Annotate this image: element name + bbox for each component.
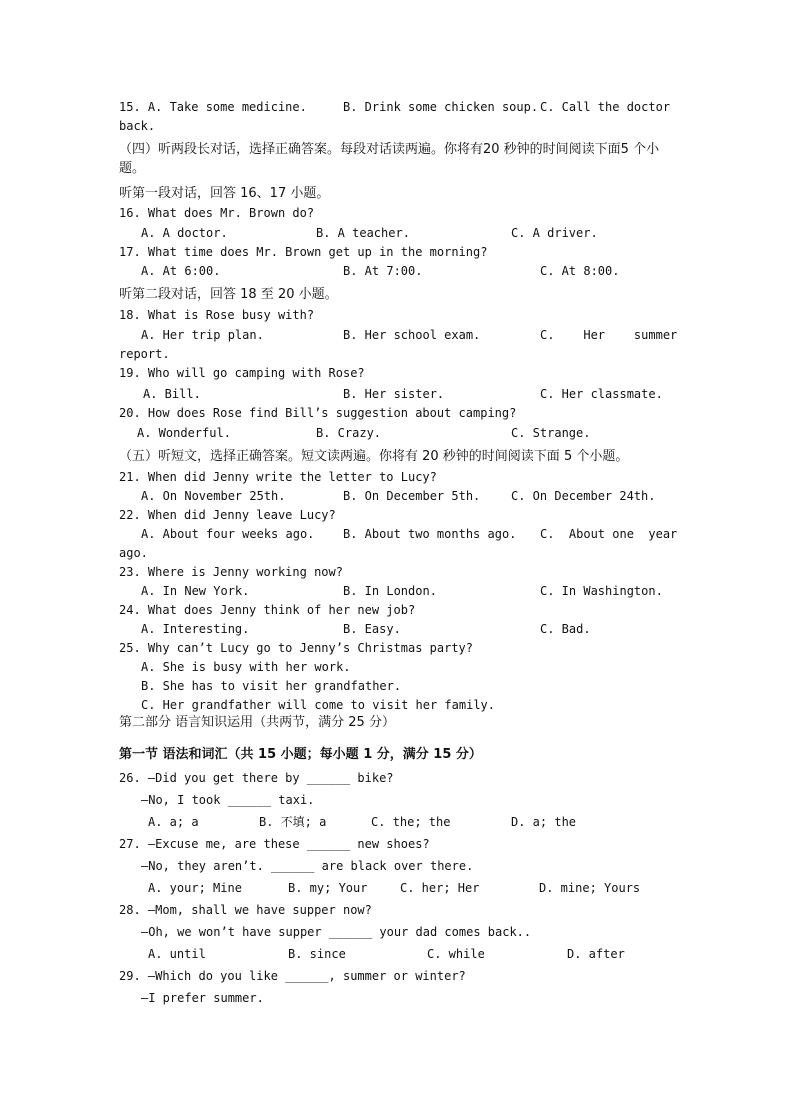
q26-line2: —No, I took ______ taxi. [141,793,315,807]
q24-option-c: C. Bad. [540,622,591,636]
q24-question: 24. What does Jenny think of her new job? [119,603,416,617]
q27-option-b: B. my; Your [288,881,368,895]
section5-heading: （五）听短文，选择正确答案。短文读两遍。你将有 20 秒钟的时间阅读下面 5 个小题。 [119,449,629,464]
q23-question: 23. Where is Jenny working now? [119,565,343,579]
q27-line2: —No, they aren’t. ______ are black over there. [141,859,474,873]
q20-option-b: B. Crazy. [316,426,382,440]
q23-option-c: C. In Washington. [540,584,663,598]
q17-option-b: B. At 7:00. [343,264,423,278]
q19-option-c: C. Her classmate. [540,387,663,401]
q26-option-d: D. a; the [511,815,577,829]
q24-option-b: B. Easy. [343,622,401,636]
q22-continuation: ago. [119,546,148,560]
dialogue2-label: 听第二段对话，回答 18 至 20 小题。 [119,287,338,302]
q20-option-c: C. Strange. [511,426,591,440]
q28-option-d: D. after [567,947,625,961]
q23-option-a: A. In New York. [141,584,250,598]
q26-option-b: B. 不填; a [259,815,327,829]
q22-option-b: B. About two months ago. [343,527,517,541]
q24-option-a: A. Interesting. [141,622,250,636]
q15-continuation: back. [119,119,156,133]
q25-option-a: A. She is busy with her work. [141,660,351,674]
q16-option-a: A. A doctor. [141,226,228,240]
q28-line1: 28. —Mom, shall we have supper now? [119,903,372,917]
q26-option-c: C. the; the [371,815,451,829]
q25-option-b: B. She has to visit her grandfather. [141,679,402,693]
q20-option-a: A. Wonderful. [137,426,231,440]
q28-line2: —Oh, we won’t have supper ______ your dad comes back.. [141,925,532,939]
q22-question: 22. When did Jenny leave Lucy? [119,508,336,522]
section4-heading: （四）听两段长对话，选择正确答案。每段对话读两遍。你将有20 秒钟的时间阅读下面5 个小 [119,142,660,157]
q25-question: 25. Why can’t Lucy go to Jenny’s Christmas party? [119,641,474,655]
q26-option-a: A. a; a [148,815,199,829]
q21-option-c: C. On December 24th. [511,489,656,503]
q25-option-c: C. Her grandfather will come to visit her family. [141,698,496,712]
part2-section1-heading: 第一节 语法和词汇（共 15 小题；每小题 1 分，满分 15 分） [119,747,482,762]
q16-option-c: C. A driver. [511,226,598,240]
q27-line1: 27. —Excuse me, are these ______ new shoes? [119,837,430,851]
q18-continuation: report. [119,347,170,361]
q27-option-a: A. your; Mine [148,881,242,895]
q28-option-b: B. since [288,947,346,961]
q21-option-b: B. On December 5th. [343,489,481,503]
q21-question: 21. When did Jenny write the letter to Lucy? [119,470,437,484]
q26-line1: 26. —Did you get there by ______ bike? [119,771,394,785]
q27-option-d: D. mine; Yours [539,881,641,895]
q21-option-a: A. On November 25th. [141,489,286,503]
q29-line1: 29. —Which do you like ______, summer or winter? [119,969,466,983]
q28-option-c: C. while [427,947,485,961]
q17-option-a: A. At 6:00. [141,264,221,278]
q23-option-b: B. In London. [343,584,437,598]
part2-heading: 第二部分 语言知识运用（共两节，满分 25 分） [119,715,395,730]
q18-option-a: A. Her trip plan. [141,328,264,342]
q20-question: 20. How does Rose find Bill’s suggestion about camping? [119,406,517,420]
q17-option-c: C. At 8:00. [540,264,620,278]
q28-option-a: A. until [148,947,206,961]
q18-option-b: B. Her school exam. [343,328,481,342]
q19-question: 19. Who will go camping with Rose? [119,366,365,380]
q15-option-c: C. Call the doctor [540,100,671,114]
q22-option-a: A. About four weeks ago. [141,527,315,541]
section4-heading-cont: 题。 [119,161,146,176]
q22-option-c: C. About one year [540,527,678,541]
q15-question: 15. A. Take some medicine. [119,100,307,114]
q15-option-b: B. Drink some chicken soup. [343,100,539,114]
q16-option-b: B. A teacher. [316,226,410,240]
q17-question: 17. What time does Mr. Brown get up in the morning? [119,245,488,259]
q27-option-c: C. her; Her [400,881,480,895]
q29-line2: —I prefer summer. [141,991,264,1005]
dialogue1-label: 听第一段对话，回答 16、17 小题。 [119,186,330,201]
q19-option-b: B. Her sister. [343,387,445,401]
q16-question: 16. What does Mr. Brown do? [119,206,315,220]
q18-question: 18. What is Rose busy with? [119,308,315,322]
q18-option-c: C. Her summer [540,328,678,342]
q19-option-a: A. Bill. [143,387,201,401]
